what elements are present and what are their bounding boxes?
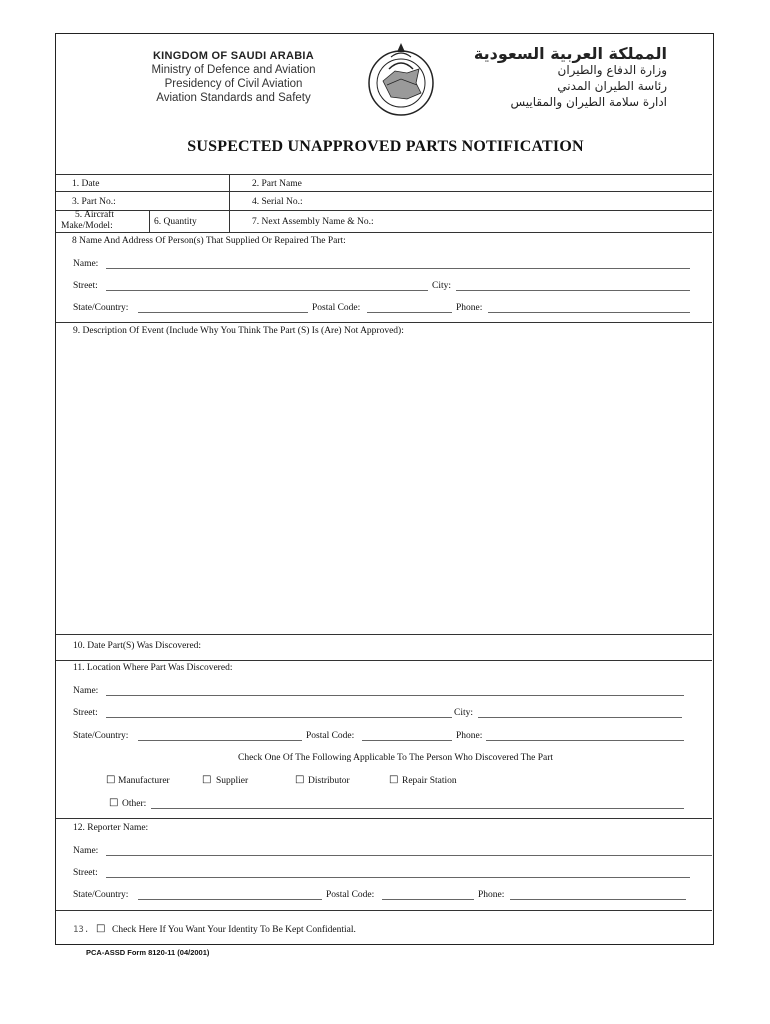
row-divider (56, 322, 712, 323)
supplier-street-field[interactable] (106, 290, 428, 291)
location-postal-field[interactable] (362, 740, 452, 741)
row-divider (56, 191, 712, 192)
row-divider (56, 232, 712, 233)
other-label: Other: (122, 799, 147, 809)
reporter-name-field[interactable] (106, 855, 712, 856)
form-title: SUSPECTED UNAPPROVED PARTS NOTIFICATION (187, 138, 584, 155)
reporter-state-field[interactable] (138, 899, 322, 900)
header-arabic-line: المملكة العربية السعودية (473, 44, 667, 63)
confidential-label: Check Here If You Want Your Identity To Be Kept Confidential. (112, 925, 356, 935)
location-label: 11. Location Where Part Was Discovered: (73, 663, 233, 673)
supplier-phone-field[interactable] (488, 312, 690, 313)
location-phone-label: Phone: (456, 731, 483, 741)
other-checkbox[interactable]: □ (109, 797, 119, 808)
header-english-line: Presidency of Civil Aviation (164, 78, 303, 90)
supplier-name-label: Name: (73, 259, 99, 269)
aircraft-model-label: Make/Model: (61, 221, 113, 231)
date-label: 1. Date (72, 179, 100, 189)
row-divider (56, 660, 712, 661)
aircraft-label: 5. Aircraft (75, 210, 115, 220)
header-english-line: KINGDOM OF SAUDI ARABIA (152, 50, 315, 62)
date-discovered-label: 10. Date Part(S) Was Discovered: (73, 641, 202, 651)
repair-station-label: Repair Station (402, 776, 457, 786)
reporter-street-label: Street: (73, 868, 98, 878)
supplier-checkbox[interactable]: □ (202, 774, 212, 785)
supplier-heading: 8 Name And Address Of Person(s) That Supplied Or Repaired The Part: (72, 236, 346, 246)
supplier-street-label: Street: (73, 281, 98, 291)
supplier-city-field[interactable] (456, 290, 690, 291)
other-field[interactable] (151, 808, 684, 809)
location-state-label: State/Country: (73, 731, 129, 741)
row-divider (56, 910, 712, 911)
header-arabic-line: رئاسة الطيران المدني (557, 79, 667, 93)
form-number: PCA-ASSD Form 8120-11 (04/2001) (86, 948, 210, 957)
reporter-postal-label: Postal Code: (326, 890, 375, 900)
supplier-state-field[interactable] (138, 312, 308, 313)
row-divider (56, 210, 712, 211)
reporter-state-label: State/Country: (73, 890, 129, 900)
supplier-label: Supplier (216, 776, 249, 786)
header-arabic-line: ادارة سلامة الطيران والمقاييس (510, 95, 667, 109)
next-assembly-label: 7. Next Assembly Name & No.: (252, 217, 374, 227)
location-postal-label: Postal Code: (306, 731, 355, 741)
description-area[interactable] (58, 340, 710, 632)
header-english-line: Aviation Standards and Safety (156, 92, 311, 104)
reporter-postal-field[interactable] (382, 899, 474, 900)
row-divider (56, 634, 712, 635)
location-name-label: Name: (73, 686, 99, 696)
supplier-state-label: State/Country: (73, 303, 129, 313)
reporter-name-label: Name: (73, 846, 99, 856)
manufacturer-label: Manufacturer (118, 776, 170, 786)
repair-station-checkbox[interactable]: □ (389, 774, 399, 785)
supplier-postal-field[interactable] (367, 312, 452, 313)
column-divider (229, 174, 230, 232)
emblem-seal-icon (361, 39, 441, 119)
row-divider (56, 174, 712, 175)
header-arabic-line: وزارة الدفاع والطيران (557, 63, 667, 77)
header-english (146, 49, 321, 105)
manufacturer-checkbox[interactable]: □ (106, 774, 116, 785)
description-label: 9. Description Of Event (Include Why You Think The Part (S) Is (Are) Not Approved): (73, 326, 404, 336)
reporter-label: 12. Reporter Name: (73, 823, 149, 833)
row-divider (56, 818, 712, 819)
location-state-field[interactable] (138, 740, 302, 741)
supplier-name-field[interactable] (106, 268, 690, 269)
check-one-instruction: Check One Of The Following Applicable To The Person Who Discovered The Part (238, 753, 554, 763)
serial-no-label: 4. Serial No.: (252, 197, 303, 207)
location-name-field[interactable] (106, 695, 684, 696)
supplier-postal-label: Postal Code: (312, 303, 361, 313)
part-name-label: 2. Part Name (252, 179, 302, 189)
location-city-field[interactable] (478, 717, 682, 718)
column-divider (149, 210, 150, 232)
confidential-number: 13. (73, 925, 90, 935)
distributor-label: Distributor (308, 776, 350, 786)
header-english-line: Ministry of Defence and Aviation (151, 64, 316, 76)
reporter-street-field[interactable] (106, 877, 690, 878)
location-city-label: City: (454, 708, 474, 718)
quantity-label: 6. Quantity (154, 217, 197, 227)
confidential-checkbox[interactable]: □ (96, 923, 106, 934)
supplier-city-label: City: (432, 281, 452, 291)
part-no-label: 3. Part No.: (72, 197, 116, 207)
form-sheet (55, 33, 714, 957)
location-street-field[interactable] (106, 717, 452, 718)
reporter-phone-field[interactable] (510, 899, 686, 900)
distributor-checkbox[interactable]: □ (295, 774, 305, 785)
location-street-label: Street: (73, 708, 98, 718)
supplier-phone-label: Phone: (456, 303, 483, 313)
location-phone-field[interactable] (486, 740, 684, 741)
reporter-phone-label: Phone: (478, 890, 505, 900)
header-arabic (452, 46, 667, 110)
